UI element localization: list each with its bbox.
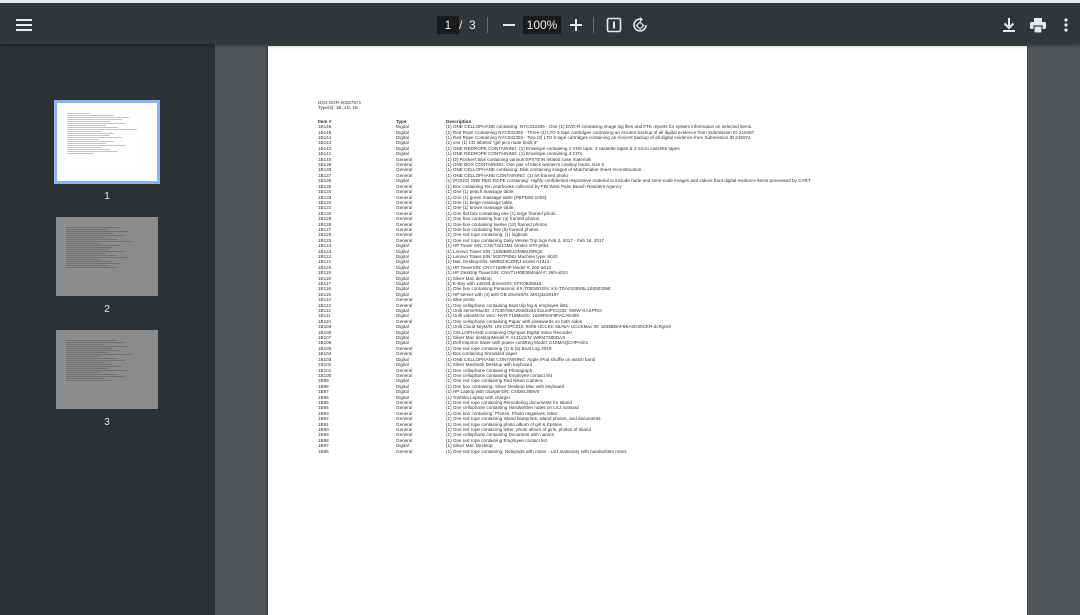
description-cell: (1) (2) Rockers Box containing various EPSTEIN related case materials <box>446 156 592 162</box>
item-number-cell: 1B86 <box>318 448 329 454</box>
type-cell: Digital <box>396 291 409 297</box>
minus-icon <box>503 19 515 31</box>
description-cell: (1) One red rope containing: (1) logbook <box>446 232 528 238</box>
item-number-cell: 1B130 <box>318 210 332 216</box>
description-cell: (1) One red rope containing Island blueprints, island photos, and documents <box>446 416 601 422</box>
item-number-cell: 1B95 <box>318 399 329 405</box>
description-cell: (1) HP Desktop TowerS/N: CNV71H0000Model #: 260-a010 <box>446 270 568 276</box>
type-cell: General <box>396 183 413 189</box>
scrollbar[interactable] <box>1028 44 1080 615</box>
item-number-cell: 1B91 <box>318 421 329 427</box>
item-number-cell: 1B118 <box>318 275 331 281</box>
item-number-cell: 1B114 <box>318 297 331 303</box>
toolbar <box>0 0 1080 44</box>
item-number-cell: 1B89 <box>318 432 329 438</box>
item-number-cell: 1B137 <box>318 172 332 178</box>
rotate-button[interactable] <box>626 11 654 39</box>
print-icon <box>1030 18 1046 33</box>
description-cell: (1) HP Laptop with chargerS/N: CND81388V5 <box>446 389 540 395</box>
type-cell: Digital <box>396 286 409 292</box>
description-cell: (1) HP server with (4) 500-GB drivesS/N: MXQ3229197 <box>446 291 559 297</box>
item-number-cell: 1B146 <box>318 124 332 130</box>
item-number-cell: 1B127 <box>318 226 332 232</box>
item-number-cell: 1B131 <box>318 205 332 211</box>
description-cell: (1) One box containing four (4) framed photos. <box>446 216 541 222</box>
type-cell: Digital <box>396 178 409 184</box>
page-thumbnail-2[interactable] <box>56 217 158 296</box>
item-number-cell: 1B136 <box>318 178 332 184</box>
page-total: 3 <box>469 18 476 32</box>
description-cell: (1) One red rope containing Employee contact list <box>446 437 547 443</box>
type-cell: Digital <box>396 378 409 384</box>
page-separator: / <box>459 18 463 32</box>
item-number-cell: 1B111 <box>318 313 331 319</box>
type-cell: General <box>396 448 413 454</box>
item-number-cell: 1B87 <box>318 443 329 449</box>
type-cell: General <box>396 426 413 432</box>
description-cell: (1) One cellophane containing Boat trip log & employee lists <box>446 302 568 308</box>
description-cell: (1) (POUD) ONE RED ROPE containing: Highly confidential responsive material to include nude and semi-nude images and videos from digital evidence items processed by CART <box>446 178 811 184</box>
description-cell: (1) Silver Macbook Desktop with keyboard <box>446 362 533 368</box>
type-cell: Digital <box>396 129 409 135</box>
download-button[interactable] <box>995 11 1023 39</box>
description-cell: (1) HP Tower S/N: CNV74213M1 Model: 570-p054 <box>446 243 549 249</box>
description-cell: (1) Red Rope Containing NYC032392 - Two (2) LTO 6 tape cartridges containing an Ancient backup of all digital evidence from Submission ID 215974 <box>446 135 751 141</box>
type-cell: Digital <box>396 135 409 141</box>
description-cell: (1) ONE CELLOPHANE containing: NYC032395 - One (1) DVD-R containing image log files and FTK reports for system information on selected items. <box>446 124 753 130</box>
page-thumbnail-1[interactable] <box>54 100 160 184</box>
thumbnail-content <box>67 113 145 155</box>
type-cell: General <box>396 237 413 243</box>
item-number-cell: 1B116 <box>318 286 331 292</box>
description-cell: (1) Lenovo Tower S/N: 1S90B0E2SM6MJ8RQK <box>446 248 543 254</box>
type-cell: Digital <box>396 383 409 389</box>
item-number-cell: 1B94 <box>318 405 329 411</box>
type-cell: General <box>396 345 413 351</box>
type-cell: General <box>396 367 413 373</box>
type-cell: General <box>396 226 413 232</box>
column-header-type: Type <box>396 118 407 124</box>
description-cell: (1) One box containing: Photos, Photo negatives, letter <box>446 410 558 416</box>
item-number-cell: 1B122 <box>318 253 332 259</box>
item-number-cell: 1B90 <box>318 426 329 432</box>
type-cell: General <box>396 221 413 227</box>
item-number-cell: 1B96 <box>318 394 329 400</box>
download-icon <box>1002 18 1016 32</box>
description-cell: (1) One red rope containing photo album of girl & Epstein <box>446 421 563 427</box>
type-cell: General <box>396 232 413 238</box>
column-header-description: Description <box>446 118 472 124</box>
item-number-cell: 1B125 <box>318 237 332 243</box>
item-number-cell: 1B132 <box>318 199 332 205</box>
type-cell: Digital <box>396 356 409 362</box>
document-viewer[interactable] <box>215 44 1080 615</box>
item-number-cell: 1B144 <box>318 135 332 141</box>
item-number-cell: 1B126 <box>318 232 332 238</box>
header-line: Type(s): 1B, 1D, 1E <box>318 105 359 111</box>
type-cell: General <box>396 432 413 438</box>
type-cell: General <box>396 421 413 427</box>
item-number-cell: 1B124 <box>318 243 332 249</box>
type-cell: Digital <box>396 275 409 281</box>
type-cell: Digital <box>396 362 409 368</box>
item-number-cell: 1B134 <box>318 189 332 195</box>
description-cell: (1) One red rope containing letter, photo album of girls, photos of Island <box>446 426 592 432</box>
description-cell: (1) Toshiba Laptop with charger <box>446 394 511 400</box>
type-cell: General <box>396 297 413 303</box>
description-cell: (1) Silver Mac desktopModel #: A1311S/N: W8047380DAS <box>446 335 566 341</box>
type-cell: Digital <box>396 140 409 146</box>
description-cell: (1) Box containing Shredded paper <box>446 351 518 357</box>
type-cell: Digital <box>396 313 409 319</box>
column-header-item: Item # <box>318 118 332 124</box>
description-cell: (1) Silver Mac Desktop <box>446 443 493 449</box>
item-number-cell: 1B119 <box>318 270 331 276</box>
item-number-cell: 1B141 <box>318 151 332 157</box>
pdf-page <box>268 46 1027 615</box>
type-cell: General <box>396 405 413 411</box>
item-number-cell: 1B108 <box>318 329 332 335</box>
fit-page-button[interactable] <box>600 11 628 39</box>
description-cell: (1) CELLOPHANE containing Olympus Digital Voice Recorder <box>446 329 573 335</box>
rotate-icon <box>632 17 648 33</box>
item-number-cell: 1B100 <box>318 372 332 378</box>
description-cell: (1) One flat box containing one (1) large framed photo. <box>446 210 557 216</box>
item-number-cell: 1B101 <box>318 367 332 373</box>
description-cell: (1) One (1) beige massage table. <box>446 199 514 205</box>
description-cell: (1) ONE CELLOPHANE containing: Disk containing images of Matchmaker sheet reconstruction <box>446 167 642 173</box>
item-number-cell: 1B105 <box>318 345 332 351</box>
type-cell: General <box>396 156 413 162</box>
thumbnail-content <box>66 227 144 269</box>
type-cell: Digital <box>396 124 409 130</box>
zoom-in-button[interactable] <box>562 11 590 39</box>
description-cell: (1) ONE CELLOPHANE CONTAINING: (1) art framed photo <box>446 172 568 178</box>
description-cell: (1) Blue prints <box>446 297 475 303</box>
page-number-input[interactable]: 1 <box>437 16 459 34</box>
type-cell: General <box>396 172 413 178</box>
item-number-cell: 1B104 <box>318 351 332 357</box>
description-cell: (1) One cellophane containing Document with names <box>446 432 555 438</box>
description-cell: (1) One (1) brown massage table. <box>446 205 515 211</box>
type-cell: Digital <box>396 329 409 335</box>
description-cell: (1) Silver Mac desktop <box>446 275 492 281</box>
description-cell: (1) Mac DesktopS/N: W89524CZ5RJ model A1312 <box>446 259 550 265</box>
toolbar-divider <box>593 17 594 33</box>
thumbnail-label: 2 <box>104 304 110 315</box>
description-cell: (1) One red rope containing (1) & (5) Boat Log 2019 <box>446 345 552 351</box>
item-number-cell: 1B98 <box>318 383 329 389</box>
description-cell: (1) Unifi Cloud keyM/N: UN-CKPC010: 9005-UCCKC 65A5A-UCCKMac ID: 1845BBAF8EA0D30CKR-dcRgm9 <box>446 324 671 330</box>
header-line: DOJ-OGR-00027571 <box>318 100 362 105</box>
type-cell: General <box>396 167 413 173</box>
description-cell: (1) Unifi videoMcN: vnct -NVR-718MacID: 1829F8AF8FACAE490 <box>446 313 580 319</box>
item-number-cell: 1B113 <box>318 302 331 308</box>
description-cell: (1) One red rope containing Daily Vessel Trip logs Feb 2, 2017 - Feb 16, 2017 <box>446 237 605 243</box>
zoom-level-input[interactable]: 100% <box>523 16 561 34</box>
item-number-cell: 1B128 <box>318 221 332 227</box>
table-body <box>318 124 966 454</box>
type-cell: General <box>396 199 413 205</box>
description-cell: (1) Dell Inspiron tower with power cordReg Model: D19MAQCHPA001 <box>446 340 589 346</box>
description-cell: (1) One box containing Panasonic KX-TDE500S/N: KX-TDA0109XBL1S0003398 <box>446 286 611 292</box>
description-cell: (1) one (1) CD labeled "girl pics nude book 4" <box>446 140 539 146</box>
type-cell: General <box>396 410 413 416</box>
type-cell: General <box>396 194 413 200</box>
item-number-cell: 1B107 <box>318 335 332 341</box>
description-cell: (1) One (1) peach massage table. <box>446 189 515 195</box>
item-number-cell: 1B115 <box>318 291 331 297</box>
item-number-cell: 1B138 <box>318 167 332 173</box>
type-cell: Digital <box>396 259 409 265</box>
description-cell: (1) One (1) green massage table (PBPD00-1004). <box>446 194 548 200</box>
item-number-cell: 1B97 <box>318 389 329 395</box>
item-number-cell: 1B121 <box>318 259 332 265</box>
thumbnail-label: 1 <box>104 191 110 202</box>
description-cell: (1) ONE CELLOPHANE CONTAINING: Apple iPod shuffle on watch band <box>446 356 596 362</box>
type-cell: General <box>396 416 413 422</box>
item-number-cell: 1B88 <box>318 437 329 443</box>
item-number-cell: 1B102 <box>318 362 332 368</box>
thumbnail-sidebar <box>0 44 215 615</box>
more-vert-icon <box>1064 18 1068 32</box>
type-cell: Digital <box>396 324 409 330</box>
item-number-cell: 1B92 <box>318 416 329 422</box>
type-cell: Digital <box>396 270 409 276</box>
description-cell: (1) ONE REDROPE CONTAINING: (1) Envelope containing 4 CD's <box>446 151 583 157</box>
type-cell: General <box>396 372 413 378</box>
item-number-cell: 1B93 <box>318 410 329 416</box>
type-cell: Digital <box>396 394 409 400</box>
item-number-cell: 1B117 <box>318 281 331 286</box>
type-cell: Digital <box>396 308 409 314</box>
item-number-cell: 1B129 <box>318 216 332 222</box>
type-cell: Digital <box>396 248 409 254</box>
thumbnail-content <box>66 340 144 382</box>
type-cell: General <box>396 210 413 216</box>
toolbar-divider <box>487 17 488 33</box>
type-cell: Digital <box>396 340 409 346</box>
type-cell: General <box>396 437 413 443</box>
page-thumbnail-3[interactable] <box>56 330 158 409</box>
type-cell: General <box>396 216 413 222</box>
print-button[interactable] <box>1024 11 1052 39</box>
item-number-cell: 1B123 <box>318 248 332 254</box>
type-cell: Digital <box>396 443 409 449</box>
type-cell: General <box>396 162 413 168</box>
description-cell: (1) One red rope containing Red Nikon Camera <box>446 378 543 384</box>
thumbnail-label: 3 <box>104 417 110 428</box>
document-content <box>318 100 966 454</box>
type-cell: General <box>396 302 413 308</box>
item-number-cell: 1B139 <box>318 162 332 168</box>
item-number-cell: 1B106 <box>318 340 332 346</box>
plus-icon <box>570 19 582 31</box>
description-cell: (1) Box containing Ten yearbooks collected by FBI West Palm Beach Resident Agency <box>446 183 622 189</box>
type-cell: Digital <box>396 151 409 157</box>
fit-page-icon <box>606 17 622 33</box>
description-cell: (1) Red Rope Containing NYC032392 - Three (3) LTO 6 tape cartridges containing an Ancient backup of all digital evidence from Submission ID 215487 <box>446 129 755 135</box>
type-cell: Digital <box>396 264 409 270</box>
item-number-cell: 1B110 <box>318 318 331 324</box>
description-cell: (1) E-Bay with 146GB drivesS/N: KFK0B25618 <box>446 281 542 286</box>
item-number-cell: 1B135 <box>318 183 332 189</box>
type-cell: Digital <box>396 281 409 286</box>
description-cell: (1) ONE BOX CONTAINING: One pair of black women's cowboy boots, size 8 <box>446 162 605 168</box>
type-cell: General <box>396 205 413 211</box>
item-number-cell: 1B142 <box>318 145 332 151</box>
type-cell: General <box>396 318 413 324</box>
description-cell: (1) One cellophane containing Photograph <box>446 367 533 373</box>
menu-icon[interactable] <box>10 11 38 39</box>
description-cell: (1) One red rope containing Remodeling documents for Island <box>446 399 572 405</box>
type-cell: Digital <box>396 335 409 341</box>
description-cell: (1) Lenovo Tower S/N: MJ07P5NU Machine type: 90J0 <box>446 253 558 259</box>
item-number-cell: 1B140 <box>318 156 332 162</box>
item-number-cell: 1B109 <box>318 324 332 330</box>
description-cell: (1) HP TowerS/N: CNV71689HP Model #: 260-a010 <box>446 264 552 270</box>
more-options-button[interactable] <box>1052 11 1080 39</box>
description-cell: (1) One box containing five (5) framed photos. <box>446 226 540 232</box>
description-cell: (1) Unifi serverMacID: 17236788A20483234 ibou/dPCCOD: SWW-GASPRO <box>446 308 602 314</box>
description-cell: (1) One red rope containing: Notepads with notes - LSJ stationary with handwritten notes <box>446 448 627 454</box>
item-number-cell: 1B120 <box>318 264 332 270</box>
item-number-cell: 1B99 <box>318 378 329 384</box>
document-header <box>318 100 966 111</box>
description-cell: (1) One cellophane containing Employee contact list <box>446 372 552 378</box>
item-number-cell: 1B145 <box>318 129 332 135</box>
description-cell: (1) One box containing twelve (12) framed photos. <box>446 221 549 227</box>
type-cell: General <box>396 351 413 357</box>
type-cell: Digital <box>396 243 409 249</box>
item-number-cell: 1B133 <box>318 194 332 200</box>
zoom-out-button[interactable] <box>495 11 523 39</box>
table-row <box>318 449 966 454</box>
description-cell: (1) One cellophane containing Handwritten notes on LSJ notepad <box>446 405 580 411</box>
description-cell: (1) ONE REDROPE CONTAINING: (1) Envelope containing 1 VHS tape, 3 cassette tapes & 3 micro cassette tapes <box>446 145 680 151</box>
item-number-cell: 1B143 <box>318 140 332 146</box>
item-number-cell: 1B103 <box>318 356 332 362</box>
type-cell: General <box>396 189 413 195</box>
description-cell: (1) One cellophane containing Paper with passwords on both sides <box>446 318 583 324</box>
type-cell: Digital <box>396 145 409 151</box>
item-number-cell: 1B112 <box>318 308 331 314</box>
type-cell: General <box>396 399 413 405</box>
type-cell: Digital <box>396 389 409 395</box>
description-cell: (1) One box containing: Silver Desktop Mac with keyboard <box>446 383 565 389</box>
type-cell: Digital <box>396 253 409 259</box>
